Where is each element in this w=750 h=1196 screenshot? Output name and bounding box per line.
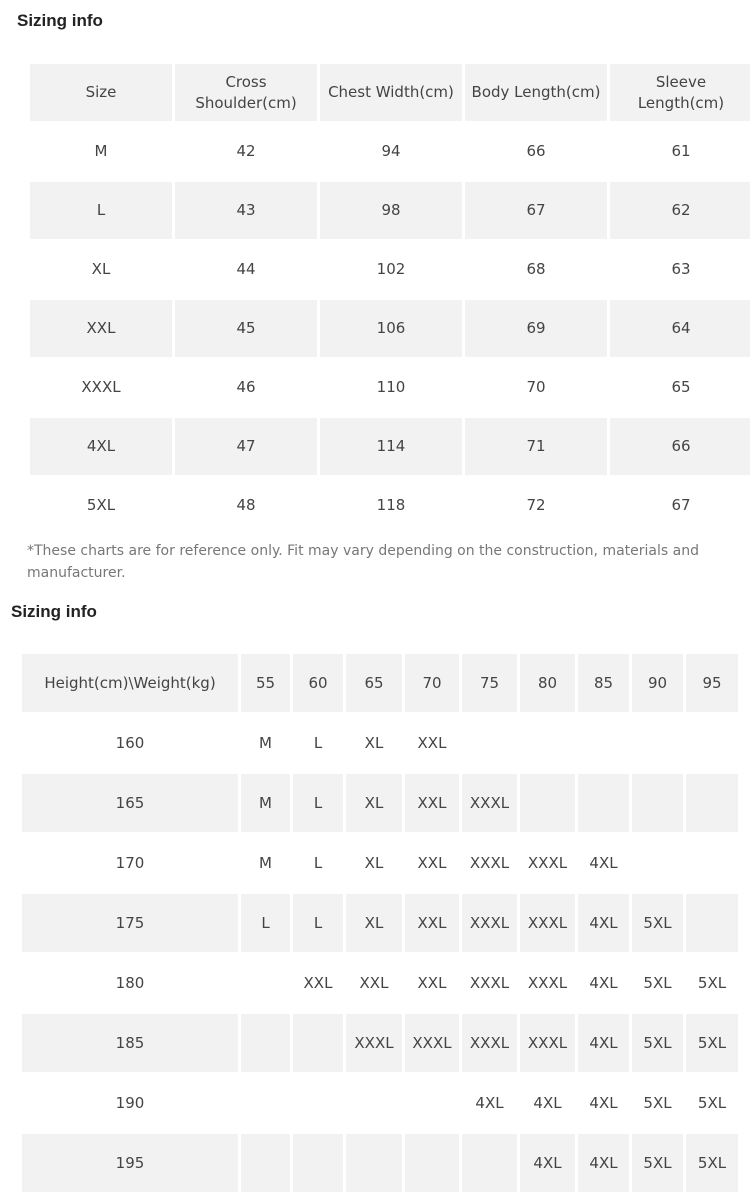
cell-body-length: 67 — [465, 182, 607, 239]
cell-size: 5XL — [86, 496, 116, 514]
cell-recommended-size: 4XL — [475, 1093, 504, 1112]
table-row — [22, 714, 738, 772]
cell-cross-shoulder: 46 — [236, 378, 256, 396]
cell-recommended-size — [632, 714, 683, 772]
cell-recommended-size: XXXL — [520, 1014, 575, 1072]
cell-recommended-size: XXL — [405, 774, 459, 832]
cell-recommended-size — [405, 1074, 459, 1132]
cell-size: 4XL — [30, 418, 172, 475]
column-header-weight: 95 — [686, 654, 738, 712]
cell-body-length: 70 — [526, 378, 546, 396]
cell-size: M — [94, 142, 108, 160]
cell-body-length: 72 — [526, 496, 546, 514]
cell-recommended-size: XXL — [417, 853, 447, 872]
cell-chest-width: 118 — [376, 496, 406, 514]
cell-height: 175 — [22, 894, 238, 952]
table-row — [22, 1014, 738, 1072]
height-weight-chart-title: Sizing info — [11, 602, 97, 621]
cell-cross-shoulder: 43 — [175, 182, 317, 239]
cell-recommended-size: 4XL — [578, 1014, 629, 1072]
cell-chest-width: 106 — [320, 300, 462, 357]
column-header-weight: 85 — [578, 654, 629, 712]
table-header-row — [30, 64, 750, 121]
cell-recommended-size: XXXL — [346, 1014, 402, 1072]
table-row — [30, 418, 750, 475]
cell-size: XL — [91, 260, 111, 278]
cell-recommended-size: L — [313, 733, 323, 752]
cell-recommended-size — [632, 774, 683, 832]
table-row — [30, 477, 750, 534]
cell-recommended-size: 4XL — [589, 1093, 618, 1112]
column-header-body-length: Body Length(cm) — [465, 64, 607, 121]
column-header-weight: 90 — [632, 654, 683, 712]
table-row — [22, 774, 738, 832]
cell-recommended-size: XL — [364, 733, 384, 752]
cell-recommended-size: 5XL — [643, 1093, 672, 1112]
cell-recommended-size — [241, 954, 290, 1012]
corner-header: Height(cm)\Weight(kg) — [22, 654, 238, 712]
column-header-weight: 70 — [405, 654, 459, 712]
cell-sleeve-length: 65 — [671, 378, 691, 396]
cell-recommended-size: XXL — [417, 973, 447, 992]
cell-recommended-size — [346, 1134, 402, 1192]
cell-recommended-size: XXXL — [527, 973, 568, 992]
cell-recommended-size: XXXL — [469, 973, 510, 992]
cell-recommended-size: XXL — [417, 733, 447, 752]
column-header-cross-shoulder: Cross Shoulder(cm) — [175, 64, 317, 121]
table-row — [22, 954, 738, 1012]
cell-size: L — [30, 182, 172, 239]
cell-chest-width: 98 — [320, 182, 462, 239]
cell-cross-shoulder: 47 — [175, 418, 317, 475]
cell-recommended-size: XXXL — [462, 894, 517, 952]
cell-height: 180 — [115, 973, 145, 992]
column-header-weight: 55 — [241, 654, 290, 712]
cell-recommended-size: L — [241, 894, 290, 952]
cell-size: XXXL — [81, 378, 121, 396]
cell-recommended-size — [578, 774, 629, 832]
cell-recommended-size: L — [293, 894, 343, 952]
cell-recommended-size — [405, 1134, 459, 1192]
cell-recommended-size: L — [293, 774, 343, 832]
cell-recommended-size: XL — [346, 774, 402, 832]
cell-recommended-size: XXL — [359, 973, 389, 992]
table-row — [22, 834, 738, 892]
cell-recommended-size: 5XL — [697, 1093, 727, 1112]
cell-height: 160 — [115, 733, 145, 752]
cell-recommended-size: XXXL — [462, 1014, 517, 1072]
cell-chest-width: 114 — [320, 418, 462, 475]
cell-recommended-size: 4XL — [589, 973, 618, 992]
cell-height: 195 — [22, 1134, 238, 1192]
cell-body-length: 69 — [465, 300, 607, 357]
cell-height: 170 — [115, 853, 145, 872]
cell-recommended-size: 5XL — [686, 1014, 738, 1072]
cell-recommended-size: 4XL — [578, 1134, 629, 1192]
cell-recommended-size — [686, 714, 738, 772]
cell-cross-shoulder: 42 — [236, 142, 256, 160]
cell-recommended-size: XXXL — [405, 1014, 459, 1072]
cell-height: 165 — [22, 774, 238, 832]
cell-chest-width: 110 — [376, 378, 406, 396]
cell-recommended-size — [293, 1014, 343, 1072]
cell-recommended-size — [686, 894, 738, 952]
table-row — [22, 1074, 738, 1132]
cell-recommended-size: XXXL — [527, 853, 568, 872]
cell-recommended-size — [686, 774, 738, 832]
cell-recommended-size: L — [313, 853, 323, 872]
table-row — [30, 123, 750, 180]
cell-cross-shoulder: 44 — [236, 260, 256, 278]
table-row — [30, 182, 750, 239]
cell-recommended-size: 4XL — [589, 853, 618, 872]
cell-chest-width: 94 — [381, 142, 401, 160]
cell-sleeve-length: 67 — [671, 496, 691, 514]
cell-recommended-size — [241, 1134, 290, 1192]
cell-recommended-size: XL — [346, 894, 402, 952]
column-header-weight: 65 — [346, 654, 402, 712]
table-header-row — [22, 654, 738, 712]
column-header-sleeve-length: Sleeve Length(cm) — [610, 64, 750, 121]
table-row — [30, 300, 750, 357]
height-weight-size-table — [19, 652, 741, 1194]
cell-cross-shoulder: 45 — [175, 300, 317, 357]
cell-recommended-size — [520, 714, 575, 772]
cell-recommended-size: M — [259, 853, 272, 872]
cell-body-length: 68 — [526, 260, 546, 278]
cell-cross-shoulder: 48 — [236, 496, 256, 514]
cell-height: 190 — [115, 1093, 145, 1112]
cell-size: XXL — [30, 300, 172, 357]
cell-recommended-size: M — [259, 733, 272, 752]
cell-recommended-size — [520, 774, 575, 832]
reference-disclaimer: *These charts are for reference only. Fit may vary depending on the construction, materials and manufacturer. — [27, 543, 699, 581]
cell-recommended-size: XXXL — [520, 894, 575, 952]
cell-chest-width: 102 — [376, 260, 406, 278]
cell-recommended-size: XXXL — [462, 774, 517, 832]
cell-recommended-size — [241, 1074, 290, 1132]
cell-recommended-size — [686, 834, 738, 892]
cell-recommended-size — [462, 714, 517, 772]
size-chart-title: Sizing info — [17, 11, 103, 30]
table-row — [22, 1134, 738, 1192]
cell-sleeve-length: 61 — [671, 142, 691, 160]
cell-sleeve-length: 66 — [610, 418, 750, 475]
column-header-weight: 75 — [462, 654, 517, 712]
cell-recommended-size — [346, 1074, 402, 1132]
cell-recommended-size: 5XL — [632, 1134, 683, 1192]
cell-body-length: 71 — [465, 418, 607, 475]
cell-body-length: 66 — [526, 142, 546, 160]
cell-recommended-size: 5XL — [697, 973, 727, 992]
cell-recommended-size — [293, 1074, 343, 1132]
body-measurement-table — [27, 62, 750, 536]
column-header-weight: 80 — [520, 654, 575, 712]
cell-recommended-size: 5XL — [632, 1014, 683, 1072]
cell-recommended-size: 4XL — [578, 894, 629, 952]
cell-recommended-size: XXL — [405, 894, 459, 952]
table-row — [30, 241, 750, 298]
cell-height: 185 — [22, 1014, 238, 1072]
cell-recommended-size: 4XL — [520, 1134, 575, 1192]
cell-sleeve-length: 64 — [610, 300, 750, 357]
cell-sleeve-length: 62 — [610, 182, 750, 239]
table-row — [22, 894, 738, 952]
column-header-size: Size — [30, 64, 172, 121]
cell-recommended-size: 5XL — [643, 973, 672, 992]
column-header-weight: 60 — [293, 654, 343, 712]
cell-recommended-size — [578, 714, 629, 772]
cell-recommended-size: XXL — [303, 973, 333, 992]
cell-sleeve-length: 63 — [671, 260, 691, 278]
cell-recommended-size: XXXL — [469, 853, 510, 872]
cell-recommended-size: 5XL — [686, 1134, 738, 1192]
cell-recommended-size: M — [241, 774, 290, 832]
cell-recommended-size — [293, 1134, 343, 1192]
cell-recommended-size — [632, 834, 683, 892]
table-row — [30, 359, 750, 416]
cell-recommended-size — [462, 1134, 517, 1192]
cell-recommended-size: XL — [364, 853, 384, 872]
cell-recommended-size — [241, 1014, 290, 1072]
cell-recommended-size: 5XL — [632, 894, 683, 952]
cell-recommended-size: 4XL — [533, 1093, 562, 1112]
column-header-chest-width: Chest Width(cm) — [320, 64, 462, 121]
